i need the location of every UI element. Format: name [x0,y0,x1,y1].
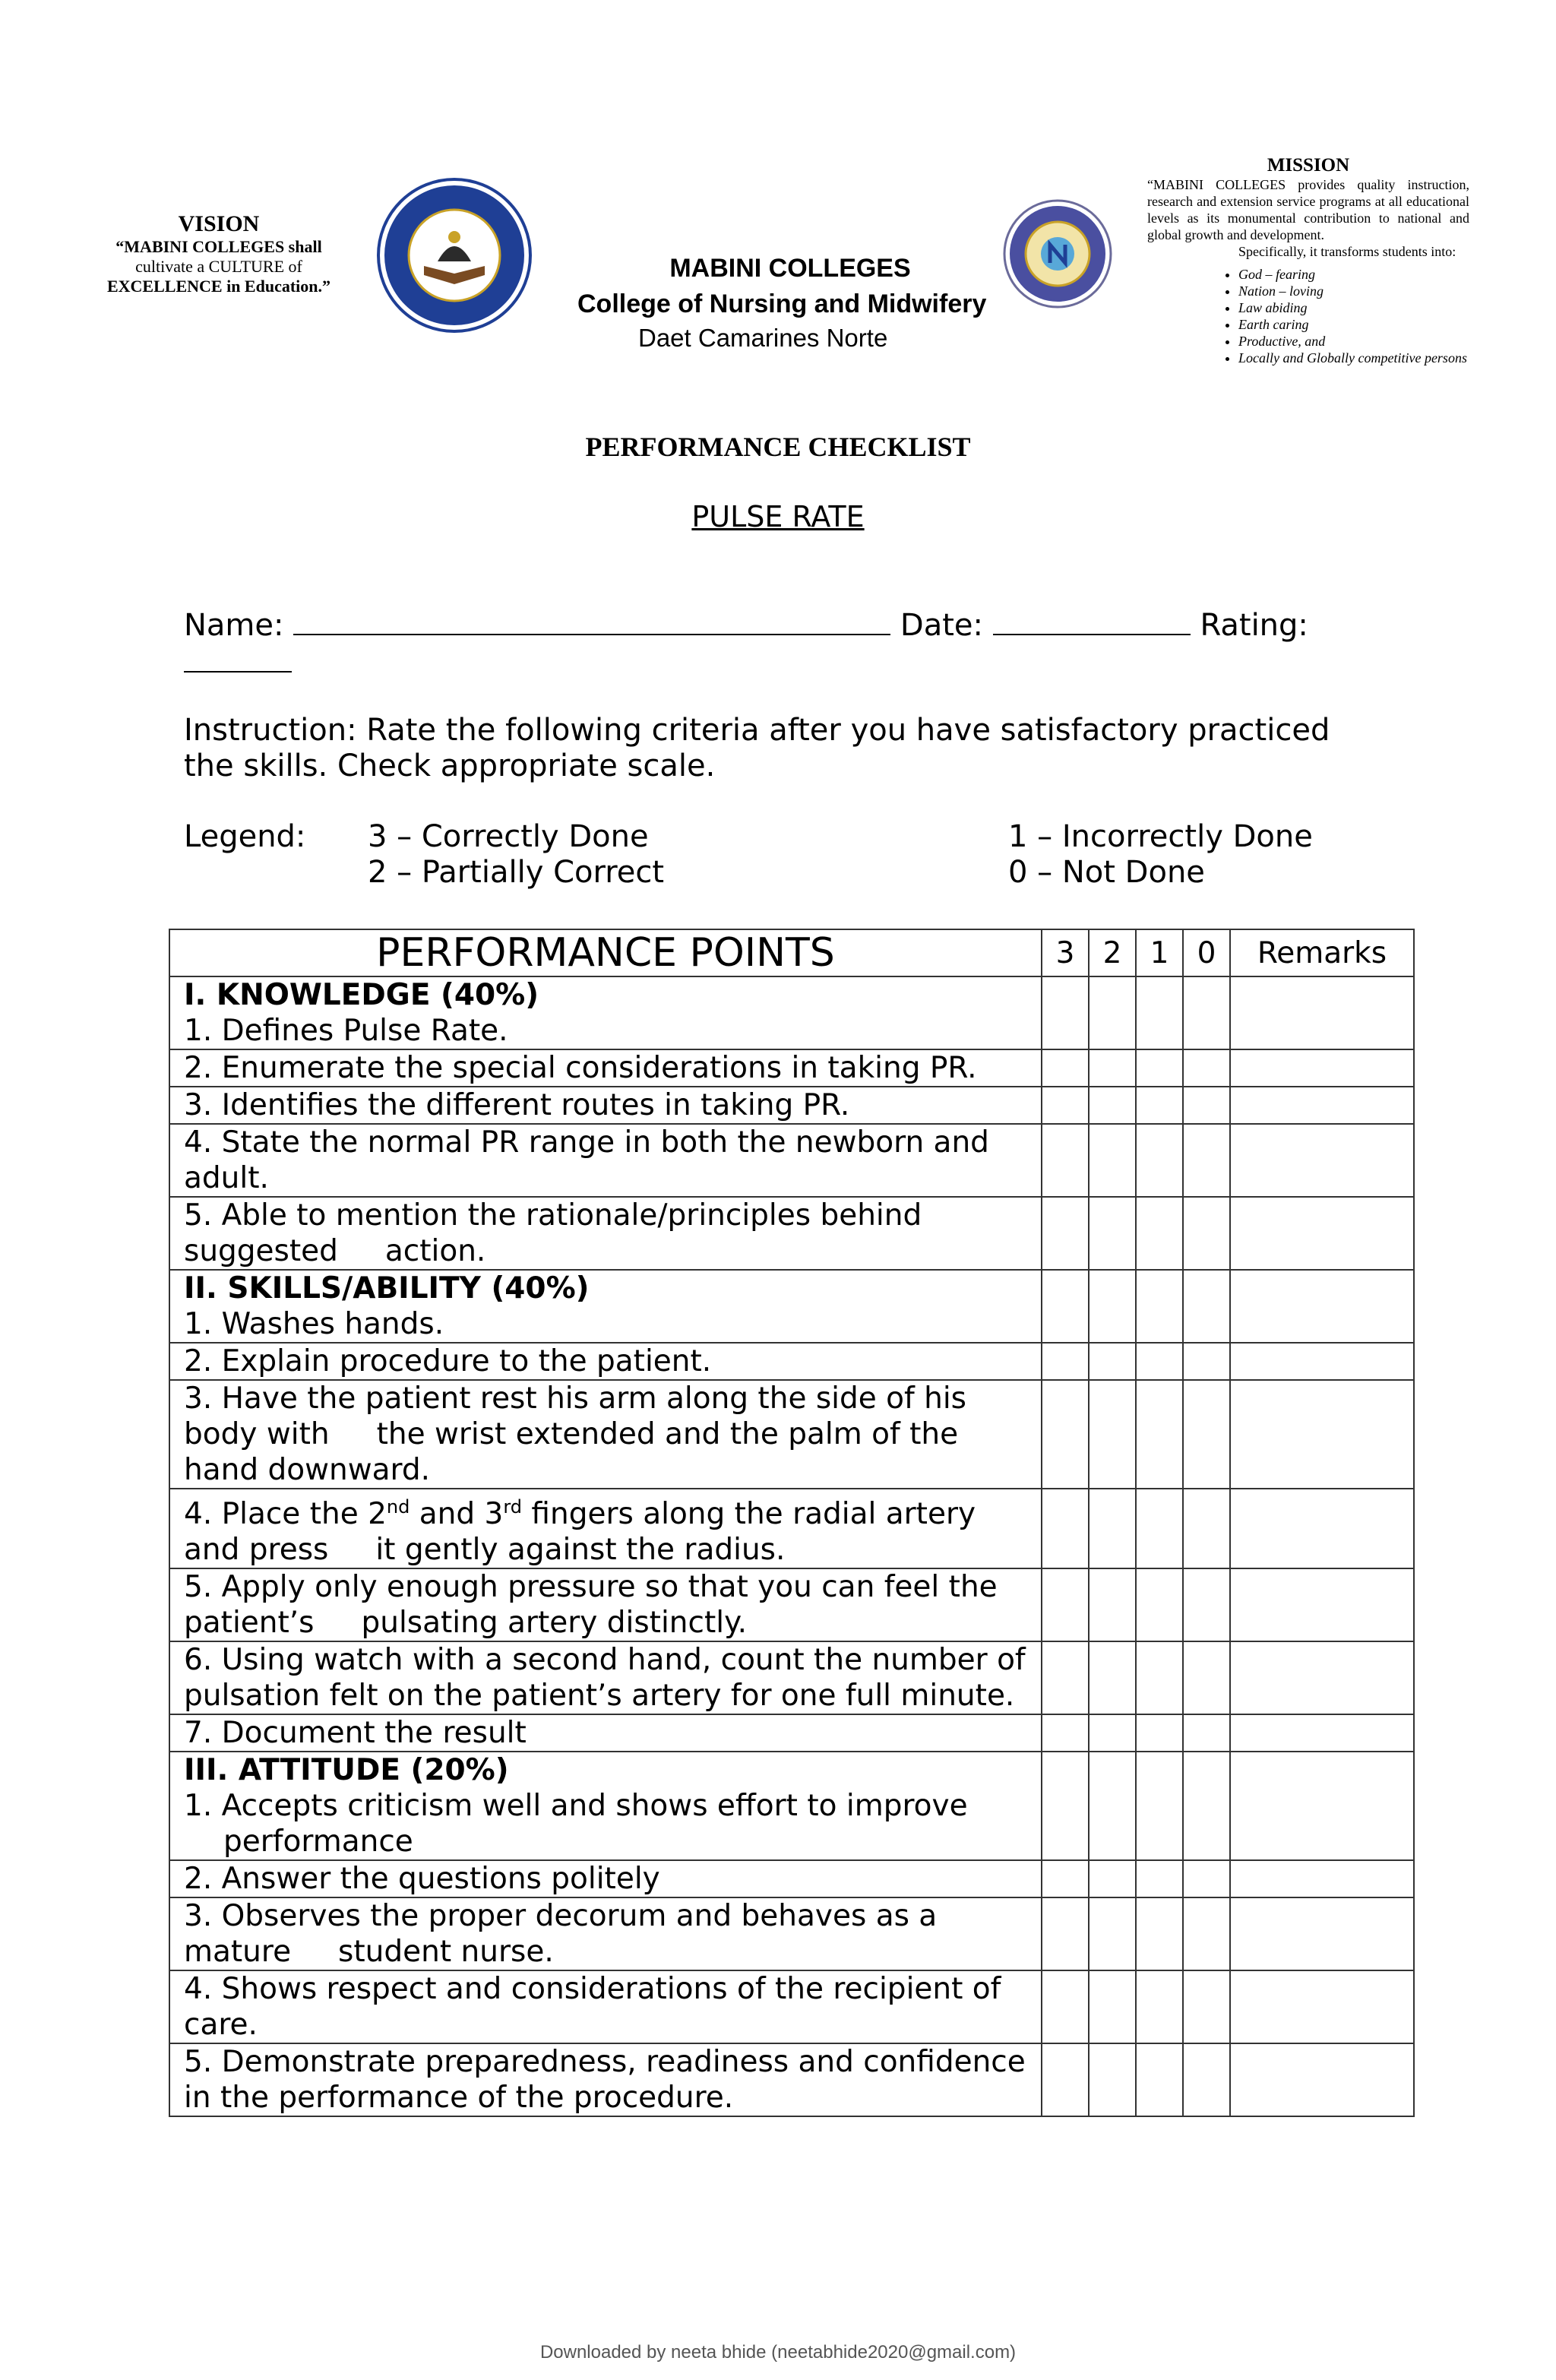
score-0-cell[interactable] [1183,1897,1230,1970]
score-0-cell[interactable] [1183,1970,1230,2043]
score-3-cell[interactable] [1042,1343,1089,1380]
score-2-cell[interactable] [1089,1860,1136,1897]
score-1-cell[interactable] [1136,1568,1183,1641]
remarks-cell[interactable] [1230,1641,1414,1714]
criterion-cell [169,1343,1042,1380]
subtitle-text: PULSE RATE [691,500,865,533]
criterion-text: 3. Identifies the different routes in taking PR. [184,1088,850,1122]
score-1-cell[interactable] [1136,1197,1183,1270]
criterion-cell [169,1568,1042,1641]
remarks-cell[interactable] [1230,1343,1414,1380]
remarks-cell[interactable] [1230,1087,1414,1124]
criterion-text: 1. Washes hands. [184,1307,444,1341]
score-2-cell[interactable] [1089,1270,1136,1343]
criterion-cell [169,1641,1073,1714]
score-1-cell[interactable] [1136,1970,1183,2043]
criterion-cell [169,1049,1042,1087]
score-0-cell[interactable] [1183,1641,1230,1714]
nursing-college-logo [1003,199,1112,309]
document-title: PERFORMANCE CHECKLIST [585,432,971,462]
score-2-cell[interactable] [1089,976,1136,1049]
table-row [169,1970,1414,2043]
score-2-cell[interactable] [1089,1197,1136,1270]
mission-item: • Law abiding [1238,299,1469,316]
criterion-text: 5. Able to mention the rationale/principles behind suggested action. [184,1198,931,1268]
criterion-cell [169,1270,1042,1343]
mission-item: • Productive, and [1238,333,1469,350]
remarks-cell[interactable] [1230,1124,1414,1197]
instruction-text: Instruction: Rate the following criteria after you have satisfactory practiced the skills. Check appropriate scale. [184,713,1330,783]
score-0-cell[interactable] [1183,1087,1230,1124]
score-0-cell[interactable] [1183,976,1230,1049]
criterion-cell [169,1714,1042,1752]
criterion-continuation: performance [223,1825,413,1859]
vision-line-2: cultivate a CULTURE of [135,257,302,276]
mission-block [1147,155,1469,366]
mission-title: MISSION [1267,155,1350,176]
criterion-text: 1. Defines Pulse Rate. [184,1014,508,1048]
score-2-cell[interactable] [1089,1641,1136,1714]
score-3-cell[interactable] [1042,1568,1089,1641]
criterion-text: 5. Demonstrate preparedness, readiness and confidence in the performance of the procedure. [184,2045,1026,2115]
score-1-cell[interactable] [1136,1714,1183,1752]
remarks-cell[interactable] [1230,1752,1414,1860]
score-1-cell[interactable] [1136,2043,1183,2116]
score-2-cell[interactable] [1089,1343,1136,1380]
score-3-cell[interactable] [1042,1897,1089,1970]
score-0-cell[interactable] [1183,1568,1230,1641]
mission-item: • Earth caring [1238,316,1469,333]
table-row [169,1897,1414,1970]
table-row [169,1714,1414,1752]
criterion-cell [169,1380,1042,1489]
legend-score-3: 3 – Correctly Done [368,819,649,854]
criterion-text: 3. Have the patient rest his arm along the side of his body with the wrist extended and the palm of the hand downward. [184,1381,976,1487]
name-date-rating-row [184,606,1399,681]
mission-item: • Locally and Globally competitive persons [1238,350,1469,366]
date-field[interactable] [993,606,1191,635]
remarks-cell[interactable] [1230,1860,1414,1897]
score-2-cell[interactable] [1089,1714,1136,1752]
score-0-cell[interactable] [1183,1124,1230,1197]
criterion-text-part: fingers along the radial artery and press it gently against the radius. [184,1497,985,1567]
vision-title: VISION [178,211,260,236]
criterion-text: 5. Apply only enough pressure so that you can feel the patient’s pulsating artery distinctly. [184,1570,1007,1640]
score-2-cell[interactable] [1089,1897,1136,1970]
vision-line-3: EXCELLENCE in Education.” [106,277,331,296]
legend-score-1: 1 – Incorrectly Done [1008,819,1313,854]
criterion-text: 2. Enumerate the special considerations in taking PR. [184,1051,977,1085]
name-field[interactable] [293,606,890,635]
header-performance-points: PERFORMANCE POINTS [169,929,1042,976]
criterion-text: 2. Explain procedure to the patient. [184,1344,712,1378]
score-3-cell[interactable] [1042,1087,1089,1124]
criterion-cell [169,1489,1042,1568]
college-name: MABINI COLLEGES [669,254,911,283]
score-0-cell[interactable] [1183,1380,1230,1489]
criterion-cell [169,976,1042,1049]
score-3-cell[interactable] [1042,1860,1089,1897]
criterion-text: 1. Accepts criticism well and shows effort to improve [184,1789,968,1823]
score-1-cell[interactable] [1136,1489,1183,1568]
remarks-cell[interactable] [1230,1970,1414,2043]
score-0-cell[interactable] [1183,1489,1230,1568]
section-heading: II. SKILLS/ABILITY (40%) [184,1271,590,1306]
legend-label: Legend: [184,819,306,854]
college-department: College of Nursing and Midwifery [577,290,987,318]
score-1-cell[interactable] [1136,1124,1183,1197]
score-0-cell[interactable] [1183,1270,1230,1343]
score-2-cell[interactable] [1089,1124,1136,1197]
remarks-cell[interactable] [1230,1568,1414,1641]
score-2-cell[interactable] [1089,1489,1136,1568]
score-2-cell[interactable] [1089,1380,1136,1489]
score-1-cell[interactable] [1136,1049,1183,1087]
remarks-cell[interactable] [1230,976,1414,1049]
criterion-text: 3. Observes the proper decorum and behaves as a mature student nurse. [184,1899,947,1969]
score-0-cell[interactable] [1183,1860,1230,1897]
score-1-cell[interactable] [1136,1860,1183,1897]
score-0-cell[interactable] [1183,1049,1230,1087]
mission-item: • God – fearing [1238,266,1469,283]
score-1-cell[interactable] [1136,1897,1183,1970]
table-row [169,2043,1414,2116]
criterion-text: 4. Shows respect and considerations of the recipient of care. [184,1972,1001,2042]
table-header-row [169,929,1414,976]
table-row [169,1197,1414,1270]
table-row [169,1343,1414,1380]
superscript: nd [386,1496,410,1518]
score-1-cell[interactable] [1136,1641,1183,1714]
criterion-cell [169,1197,1042,1270]
criterion-text: 6. Using watch with a second hand, count the number of pulsation felt on the patient’s artery for one full minute. [184,1643,1073,1713]
mission-item: • Nation – loving [1238,283,1469,299]
table-row [169,1049,1414,1087]
remarks-cell[interactable] [1230,2043,1414,2116]
document-subtitle [0,500,1556,533]
score-3-cell[interactable] [1042,1197,1089,1270]
header-score-0: 0 [1183,929,1230,976]
score-1-cell[interactable] [1136,1087,1183,1124]
remarks-cell[interactable] [1230,1489,1414,1568]
mabini-colleges-logo [377,178,532,333]
performance-checklist-table [169,929,1415,2117]
remarks-cell[interactable] [1230,1714,1414,1752]
score-2-cell[interactable] [1089,1568,1136,1641]
college-heading [577,254,1033,353]
table-row [169,1752,1414,1860]
remarks-cell[interactable] [1230,1380,1414,1489]
section-heading: III. ATTITUDE (20%) [184,1753,509,1787]
table-row [169,1270,1414,1343]
score-3-cell[interactable] [1042,1970,1089,2043]
score-3-cell[interactable] [1042,1714,1089,1752]
score-2-cell[interactable] [1089,1049,1136,1087]
superscript: rd [503,1496,523,1518]
score-3-cell[interactable] [1042,2043,1089,2116]
remarks-cell[interactable] [1230,1049,1414,1087]
remarks-cell[interactable] [1230,1270,1414,1343]
table-row [169,1489,1414,1568]
mission-specifically: Specifically, it transforms students into: [1238,244,1456,259]
header-score-1: 1 [1136,929,1183,976]
score-0-cell[interactable] [1183,1197,1230,1270]
college-location: Daet Camarines Norte [638,324,888,352]
score-3-cell[interactable] [1042,1489,1089,1568]
rating-field[interactable] [184,644,292,673]
table-row [169,1087,1414,1124]
table-row [169,1568,1414,1641]
download-footer: Downloaded by neeta bhide (neetabhide2020@gmail.com) [539,2342,1017,2363]
criterion-text-part: and 3 [410,1497,504,1531]
section-heading: I. KNOWLEDGE (40%) [184,978,539,1012]
score-0-cell[interactable] [1183,2043,1230,2116]
criterion-text-part: 4. Place the 2 [184,1497,387,1531]
criterion-cell [169,1897,1042,1970]
score-2-cell[interactable] [1089,1752,1136,1860]
criterion-text: 7. Document the result [184,1716,527,1750]
table-row [169,1641,1414,1714]
mission-list [1147,266,1469,366]
table-row [169,1380,1414,1489]
criterion-cell [169,1970,1042,2043]
legend-score-0: 0 – Not Done [1008,855,1205,890]
score-3-cell[interactable] [1042,1270,1089,1343]
score-3-cell[interactable] [1042,1752,1089,1860]
header-score-3: 3 [1042,929,1089,976]
vision-block [97,211,340,296]
criterion-text: 2. Answer the questions politely [184,1862,660,1896]
score-2-cell[interactable] [1089,1970,1136,2043]
criterion-cell [169,1752,1042,1860]
rating-label: Rating: [1200,608,1308,643]
score-2-cell[interactable] [1089,1087,1136,1124]
table-row [169,1860,1414,1897]
score-3-cell[interactable] [1042,1049,1089,1087]
table-row [169,976,1414,1049]
score-1-cell[interactable] [1136,976,1183,1049]
score-0-cell[interactable] [1183,1714,1230,1752]
score-0-cell[interactable] [1183,1343,1230,1380]
score-1-cell[interactable] [1136,1270,1183,1343]
vision-line-1: “MABINI COLLEGES shall [115,237,322,256]
score-1-cell[interactable] [1136,1343,1183,1380]
criterion-text [184,1489,1027,1568]
criterion-cell [169,1860,1042,1897]
criterion-cell [169,1124,1042,1197]
header-score-2: 2 [1089,929,1136,976]
criterion-cell [169,1087,1042,1124]
remarks-cell[interactable] [1230,1897,1414,1970]
remarks-cell[interactable] [1230,1197,1414,1270]
name-label: Name: [184,608,284,643]
score-3-cell[interactable] [1042,1124,1089,1197]
score-3-cell[interactable] [1042,1380,1089,1489]
mission-paragraph: “MABINI COLLEGES provides quality instruction, research and extension service programs at all educational levels as its monumental contribution to national and global growth and development. [1147,177,1469,242]
score-3-cell[interactable] [1042,976,1089,1049]
table-row [169,1124,1414,1197]
header-remarks: Remarks [1230,929,1414,976]
criterion-cell [169,2043,1042,2116]
date-label: Date: [900,608,984,643]
score-1-cell[interactable] [1136,1380,1183,1489]
legend-score-2: 2 – Partially Correct [368,855,665,890]
score-2-cell[interactable] [1089,2043,1136,2116]
score-0-cell[interactable] [1183,1752,1230,1860]
criterion-text: 4. State the normal PR range in both the newborn and adult. [184,1125,989,1195]
score-1-cell[interactable] [1136,1752,1183,1860]
